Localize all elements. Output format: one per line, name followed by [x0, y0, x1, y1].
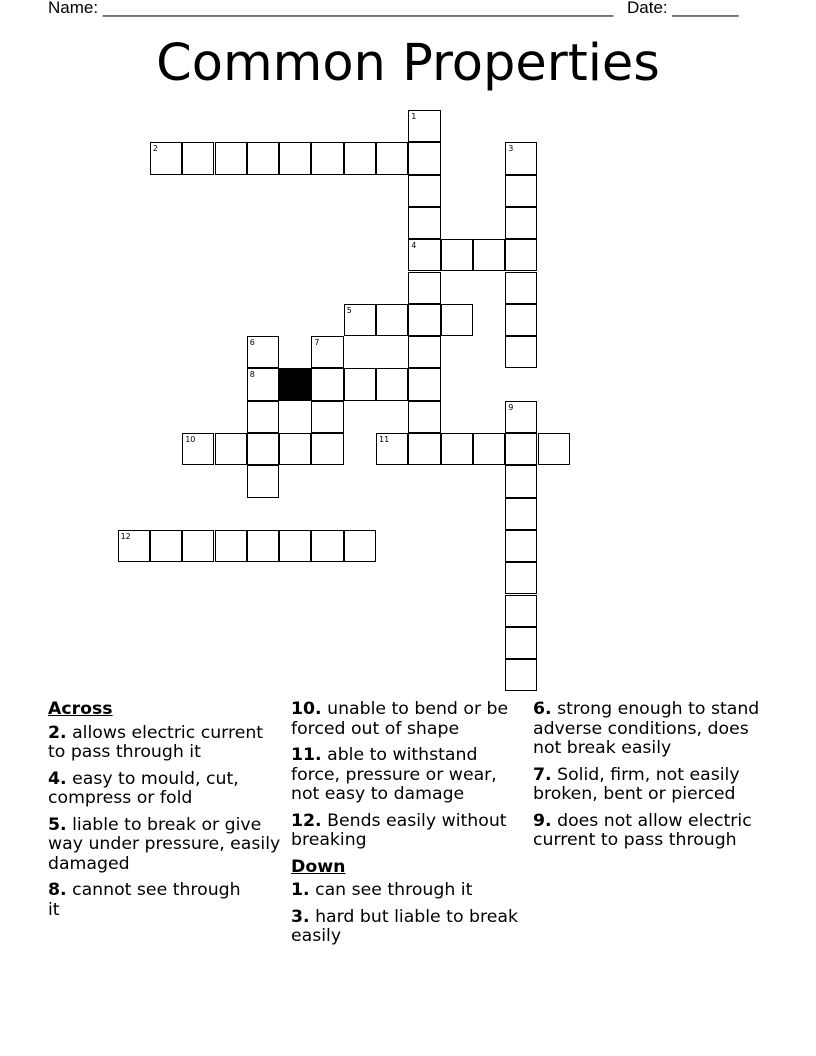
cell-number: 12 — [120, 531, 131, 541]
name-blank[interactable]: ______________________________________________________ — [102, 0, 614, 17]
crossword-cell[interactable] — [505, 401, 537, 433]
crossword-cell[interactable] — [441, 433, 473, 465]
date-blank[interactable]: _______ — [672, 0, 739, 17]
clue-column-2 — [291, 700, 526, 954]
crossword-cell[interactable] — [408, 368, 440, 400]
crossword-cell[interactable] — [376, 142, 408, 174]
crossword-cell[interactable] — [311, 368, 343, 400]
crossword-cell[interactable] — [408, 401, 440, 433]
crossword-cell[interactable] — [505, 562, 537, 594]
crossword-cell[interactable] — [505, 465, 537, 497]
name-label: Name: — [48, 0, 99, 17]
clue-number: 11. — [291, 745, 322, 765]
crossword-cell[interactable] — [182, 142, 214, 174]
crossword-cell[interactable] — [408, 207, 440, 239]
down-heading: Down — [291, 856, 346, 877]
crossword-cell[interactable] — [408, 433, 440, 465]
clue-column-3 — [533, 700, 773, 858]
cell-number: 1 — [411, 112, 417, 121]
clue-number: 12. — [291, 810, 322, 831]
clue-across-8 — [48, 881, 253, 920]
clue-down-6 — [533, 700, 773, 759]
clue-text: unable to bend or be forced out of shape — [291, 699, 509, 739]
clue-number: 2. — [48, 722, 67, 743]
crossword-cell[interactable] — [408, 142, 440, 174]
crossword-cell[interactable] — [247, 433, 279, 465]
clue-number: 7. — [533, 764, 552, 785]
crossword-cell[interactable] — [505, 627, 537, 659]
date-label: Date: — [627, 0, 668, 17]
crossword-cell[interactable] — [311, 433, 343, 465]
crossword-cell[interactable] — [376, 304, 408, 336]
crossword-cell[interactable] — [311, 336, 343, 368]
clue-text: hard but liable to break easily — [291, 906, 518, 946]
crossword-cell[interactable] — [215, 433, 247, 465]
crossword-cell[interactable] — [505, 530, 537, 562]
crossword-cell[interactable] — [247, 465, 279, 497]
crossword-cell[interactable] — [279, 530, 311, 562]
crossword-cell[interactable] — [408, 239, 440, 271]
crossword-cell[interactable] — [441, 239, 473, 271]
cell-number: 4 — [411, 241, 417, 251]
crossword-cell[interactable] — [247, 142, 279, 174]
crossword-cell[interactable] — [505, 142, 537, 174]
crossword-cell[interactable] — [505, 304, 537, 336]
crossword-cell[interactable] — [505, 595, 537, 627]
clue-down-9 — [533, 812, 758, 851]
crossword-cell[interactable] — [215, 530, 247, 562]
cell-number: 3 — [508, 144, 514, 154]
clue-text: Solid, firm, not easily broken, bent or pierced — [533, 764, 740, 804]
cell-number: 6 — [249, 338, 255, 348]
crossword-cell[interactable] — [118, 530, 150, 562]
crossword-cell[interactable] — [441, 304, 473, 336]
crossword-cell[interactable] — [182, 433, 214, 465]
clue-number: 8. — [48, 880, 67, 900]
cell-number: 7 — [314, 338, 320, 348]
crossword-cell[interactable] — [505, 239, 537, 271]
clue-text: easy to mould, cut, compress or fold — [48, 768, 239, 808]
crossword-cell[interactable] — [538, 433, 570, 465]
crossword-cell[interactable] — [344, 530, 376, 562]
clue-text: Bends easily without breaking — [291, 810, 507, 850]
crossword-cell[interactable] — [344, 304, 376, 336]
cell-number: 5 — [346, 305, 352, 315]
crossword-cell[interactable] — [408, 110, 440, 142]
clue-number: 10. — [291, 699, 322, 719]
clue-text: strong enough to stand adverse conditions, does not break easily — [533, 699, 760, 758]
blocked-cell — [279, 368, 311, 400]
crossword-cell[interactable] — [505, 433, 537, 465]
crossword-cell[interactable] — [505, 659, 537, 691]
crossword-cell[interactable] — [505, 272, 537, 304]
crossword-cell[interactable] — [408, 272, 440, 304]
clue-column-1 — [48, 700, 283, 927]
crossword-cell[interactable] — [376, 433, 408, 465]
clue-across-12 — [291, 812, 526, 851]
crossword-cell[interactable] — [344, 368, 376, 400]
crossword-cell[interactable] — [247, 336, 279, 368]
clue-across-11 — [291, 746, 526, 805]
clue-down-3 — [291, 908, 526, 947]
clue-text: able to withstand force, pressure or wear, not easy to damage — [291, 745, 497, 804]
cell-number: 11 — [379, 435, 390, 444]
crossword-cell[interactable] — [311, 401, 343, 433]
cell-number: 9 — [508, 402, 514, 412]
crossword-cell[interactable] — [247, 530, 279, 562]
crossword-cell[interactable] — [247, 368, 279, 400]
crossword-cell[interactable] — [182, 530, 214, 562]
crossword-cell[interactable] — [279, 433, 311, 465]
crossword-cell[interactable] — [311, 142, 343, 174]
clue-across-5 — [48, 816, 283, 875]
crossword-cell[interactable] — [473, 433, 505, 465]
clue-number: 5. — [48, 814, 67, 835]
crossword-cell[interactable] — [408, 336, 440, 368]
clue-across-2 — [48, 724, 283, 763]
crossword-cell[interactable] — [505, 336, 537, 368]
crossword-cell[interactable] — [505, 498, 537, 530]
clue-down-1 — [291, 881, 526, 901]
cell-number: 2 — [152, 144, 158, 154]
clue-across-10 — [291, 700, 526, 739]
clue-number: 6. — [533, 699, 552, 719]
crossword-cell[interactable] — [150, 142, 182, 174]
crossword-cell[interactable] — [376, 368, 408, 400]
crossword-cell[interactable] — [247, 401, 279, 433]
clue-text: does not allow electric current to pass through — [533, 810, 752, 850]
page-title: Common Properties — [156, 34, 660, 93]
clue-text: liable to break or give way under pressure, easily damaged — [48, 814, 281, 874]
clue-across-4 — [48, 770, 283, 809]
cell-number: 10 — [185, 435, 196, 444]
crossword-cell[interactable] — [505, 175, 537, 207]
crossword-cell[interactable] — [505, 207, 537, 239]
clue-number: 3. — [291, 906, 310, 927]
clue-text: allows electric current to pass through it — [48, 722, 264, 762]
clue-number: 4. — [48, 768, 67, 789]
clue-number: 9. — [533, 810, 552, 831]
crossword-cell[interactable] — [150, 530, 182, 562]
crossword-cell[interactable] — [473, 239, 505, 271]
crossword-cell[interactable] — [215, 142, 247, 174]
clue-number: 1. — [291, 880, 310, 900]
clue-down-7 — [533, 766, 748, 805]
crossword-cell[interactable] — [311, 530, 343, 562]
clue-text: can see through it — [315, 880, 473, 900]
cell-number: 8 — [249, 370, 255, 380]
clue-text: cannot see through it — [48, 880, 241, 920]
crossword-cell[interactable] — [408, 304, 440, 336]
across-heading: Across — [48, 699, 113, 719]
crossword-cell[interactable] — [408, 175, 440, 207]
crossword-cell[interactable] — [279, 142, 311, 174]
crossword-cell[interactable] — [344, 142, 376, 174]
